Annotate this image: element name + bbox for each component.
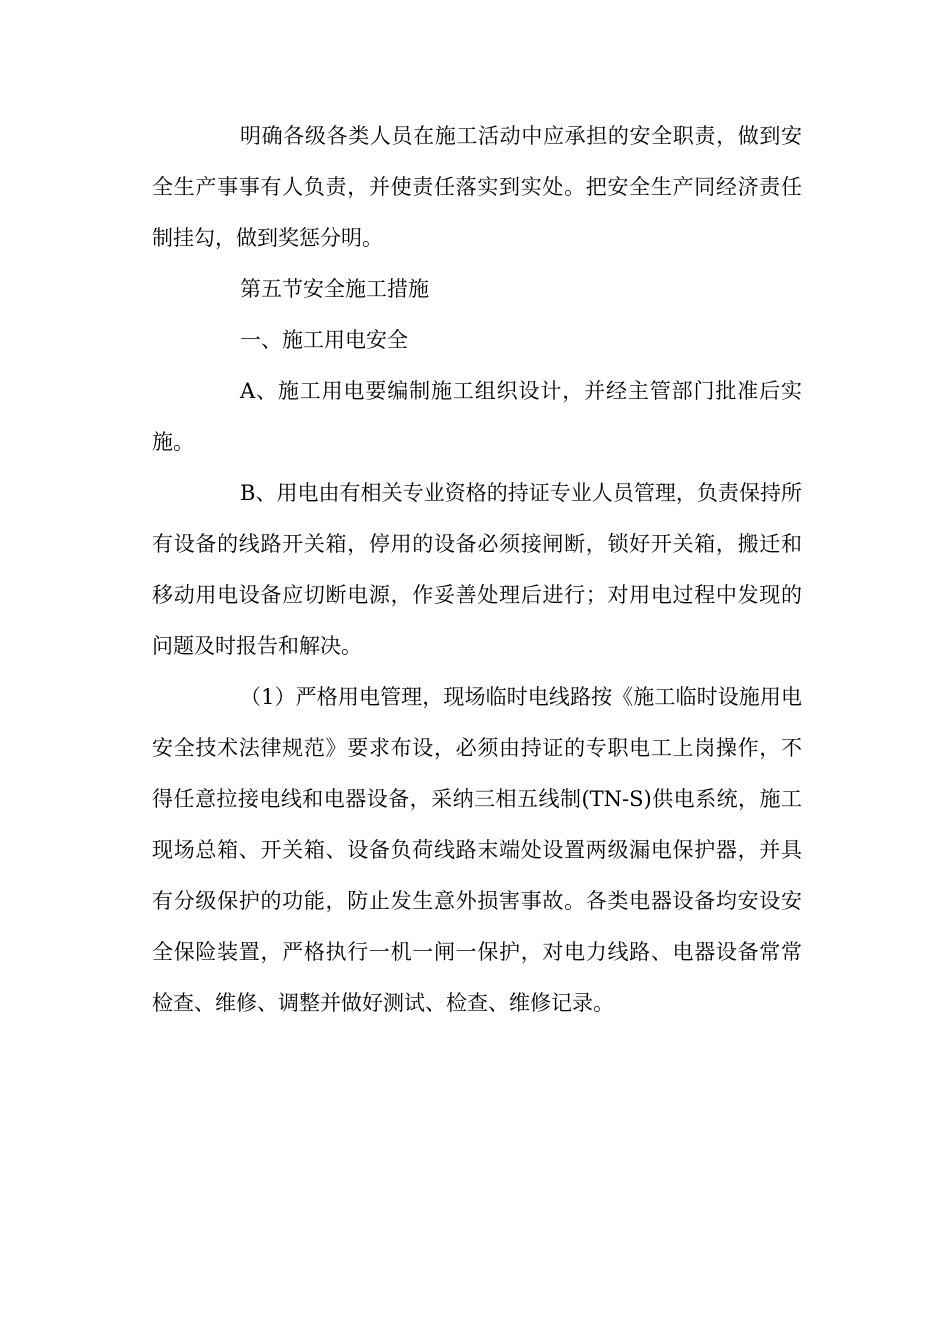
document-body <box>152 111 802 1029</box>
paragraph-item-1: （1）严格用电管理，现场临时电线路按《施工临时设施用电安全技术法律规范》要求布设，必须由持证的专职电工上岗操作，不得任意拉接电线和电器设备，采纳三相五线制(TN-S)供电系统，施工现场总箱、开关箱、设备负荷线路末端处设置两级漏电保护器，并具有分级保护的功能，防止发生意外损害事故。各类电器设备均安设安全保险装置，严格执行一机一闸一保护，对电力线路、电器设备常常检查、维修、调整并做好测试、检查、维修记录。 <box>152 685 802 1015</box>
paragraph-item-a: A、施工用电要编制施工组织设计，并经主管部门批准后实施。 <box>152 379 802 454</box>
section-heading: 第五节安全施工措施 <box>240 277 429 301</box>
paragraph-item-b: B、用电由有相关专业资格的持证专业人员管理，负责保持所有设备的线路开关箱，停用的设备必须接闸断，锁好开关箱，搬迁和移动用电设备应切断电源，作妥善处理后进行；对用电过程中发现的问题及时报告和解决。 <box>152 481 802 658</box>
paragraph-responsibility: 明确各级各类人员在施工活动中应承担的安全职责，做到安全生产事事有人负责，并使责任落实到实处。把安全生产同经济责任制挂勾，做到奖惩分明。 <box>152 124 802 250</box>
subsection-heading: 一、施工用电安全 <box>240 328 408 352</box>
